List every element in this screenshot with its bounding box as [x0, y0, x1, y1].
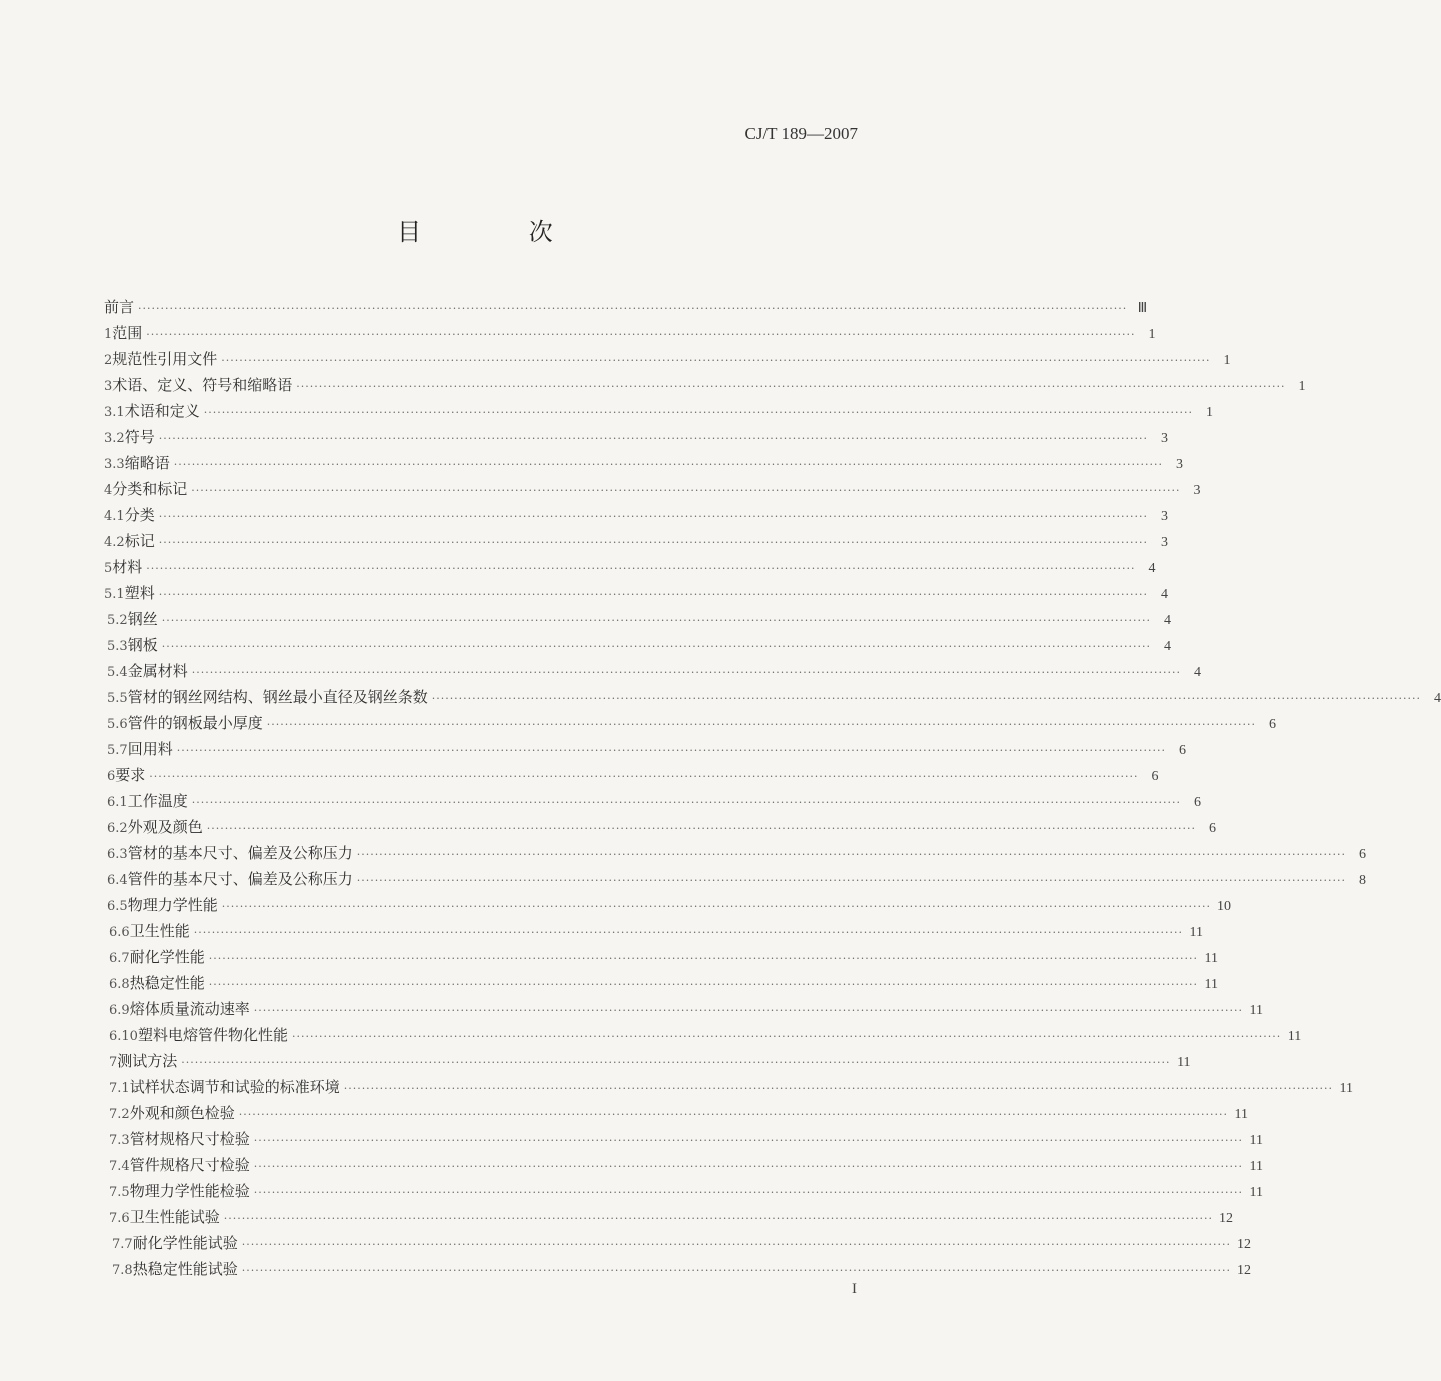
toc-entry-number: 4.1	[104, 509, 125, 524]
toc-entry-page: 3	[1175, 457, 1183, 472]
toc-entry-label: 管材的钢丝网结构、钢丝最小直径及钢丝条数	[127, 688, 428, 706]
toc-entry-number: 6.9	[109, 1003, 130, 1018]
toc-entry-page: 10	[1216, 899, 1231, 914]
dot-leader: ····························································································································································································································	[176, 744, 1166, 757]
toc-entry-label: 物理力学性能	[127, 896, 218, 914]
toc-entry-page: 4	[1163, 639, 1171, 654]
dot-leader: ····························································································································································································································	[208, 952, 1198, 965]
toc-title: 目 次	[397, 218, 603, 246]
toc-entry-number: 6.2	[107, 821, 128, 836]
toc-entry-page: 1	[1148, 327, 1156, 342]
toc-entry-number: 5.5	[107, 691, 128, 706]
toc-entry	[103, 814, 1216, 840]
toc-entry	[103, 554, 1156, 580]
toc-entry-page: 4	[1193, 665, 1201, 680]
dot-leader: ····························································································································································································································	[146, 562, 1136, 575]
toc-entry	[103, 736, 1186, 762]
toc-entry	[103, 1152, 1263, 1178]
dot-leader: ····························································································································································································································	[253, 1004, 1243, 1017]
toc-entry-label: 管材的基本尺寸、偏差及公称压力	[127, 844, 353, 862]
toc-entry	[103, 372, 1306, 398]
toc-entry	[103, 424, 1168, 450]
toc-entry-page: 1	[1298, 379, 1306, 394]
toc-entry-page: 11	[1204, 977, 1218, 992]
toc-entry-page: 8	[1358, 873, 1366, 888]
dot-leader: ····························································································································································································································	[193, 926, 1183, 939]
toc-entry-number: 7.6	[109, 1211, 130, 1226]
toc-entry-label: 测试方法	[117, 1052, 178, 1070]
toc-entry-page: 11	[1204, 951, 1218, 966]
dot-leader: ····························································································································································································································	[181, 1056, 1171, 1069]
toc-entry-label: 前言	[104, 298, 135, 316]
toc-entry-number: 7.7	[112, 1237, 133, 1252]
toc-entry-number: 1	[104, 327, 113, 342]
toc-entry	[103, 1256, 1251, 1282]
toc-entry-number: 7.8	[112, 1263, 133, 1278]
standard-code: CJ/T 189—2007	[744, 124, 858, 143]
toc-entry-page: 12	[1218, 1211, 1233, 1226]
toc-entry-page: 12	[1236, 1237, 1251, 1252]
toc-entry-label: 热稳定性能试验	[132, 1260, 238, 1278]
dot-leader: ····························································································································································································································	[203, 406, 1193, 419]
toc-entry-page: 4	[1148, 561, 1156, 576]
toc-entry-page: 11	[1287, 1029, 1302, 1044]
toc-entry-label: 耐化学性能试验	[132, 1234, 238, 1252]
toc-entry-label: 卫生性能	[129, 922, 190, 940]
toc-entry-number: 7.1	[109, 1081, 130, 1096]
toc-entry-number: 6	[107, 769, 116, 784]
toc-entry-page: 11	[1249, 1159, 1263, 1174]
toc-entry-label: 管件的钢板最小厚度	[127, 714, 263, 732]
toc-entry	[103, 1100, 1248, 1126]
toc-entry-number: 5.6	[107, 717, 128, 732]
toc-entry	[103, 684, 1441, 710]
toc-entry-page: 4	[1160, 587, 1168, 602]
dot-leader: ····························································································································································································································	[221, 900, 1211, 913]
toc-entry-page: 3	[1193, 483, 1201, 498]
toc-entry-label: 术语和定义	[124, 402, 200, 420]
toc-entry-label: 塑料	[124, 584, 155, 602]
toc-entry	[103, 1230, 1251, 1256]
toc-entry-number: 6.6	[109, 925, 130, 940]
dot-leader: ····························································································································································································································	[238, 1108, 1228, 1121]
toc-entry-page: 1	[1223, 353, 1231, 368]
dot-leader: ····························································································································································································································	[296, 380, 1286, 393]
dot-leader: ····························································································································································································································	[161, 640, 1151, 653]
toc-entry	[103, 476, 1201, 502]
toc-entry-number: 6.3	[107, 847, 128, 862]
dot-leader: ····························································································································································································································	[253, 1160, 1243, 1173]
dot-leader: ····························································································································································································································	[221, 354, 1211, 367]
toc-entry-page: 6	[1268, 717, 1276, 732]
toc-entry-label: 分类和标记	[112, 480, 188, 498]
dot-leader: ····························································································································································································································	[431, 692, 1421, 705]
toc-entry-label: 耐化学性能	[129, 948, 205, 966]
toc-entry-page: 6	[1151, 769, 1159, 784]
table-of-contents	[103, 294, 1441, 1282]
toc-entry	[103, 944, 1218, 970]
toc-entry	[103, 502, 1168, 528]
dot-leader: ····························································································································································································································	[146, 328, 1136, 341]
toc-entry-number: 7.5	[109, 1185, 130, 1200]
toc-entry	[103, 918, 1203, 944]
toc-entry-label: 分类	[124, 506, 155, 524]
dot-leader: ····························································································································································································································	[158, 588, 1148, 601]
toc-entry	[103, 970, 1218, 996]
dot-leader: ····························································································································································································································	[158, 536, 1148, 549]
toc-entry-page: 11	[1189, 925, 1203, 940]
dot-leader: ····························································································································································································································	[158, 432, 1148, 445]
toc-entry-number: 6.4	[107, 873, 128, 888]
dot-leader: ····························································································································································································································	[206, 822, 1196, 835]
toc-entry-label: 塑料电熔管件物化性能	[137, 1026, 288, 1044]
toc-entry-label: 术语、定义、符号和缩略语	[112, 376, 293, 394]
toc-entry-label: 符号	[124, 428, 155, 446]
toc-entry-label: 规范性引用文件	[112, 350, 218, 368]
toc-entry	[103, 450, 1183, 476]
toc-entry-number: 7.3	[109, 1133, 130, 1148]
toc-entry-number: 4.2	[104, 535, 125, 550]
toc-entry-page: 11	[1249, 1133, 1263, 1148]
toc-entry-number: 3.2	[104, 431, 125, 446]
toc-entry	[103, 1178, 1263, 1204]
toc-entry-number: 3.1	[104, 405, 125, 420]
toc-entry-label: 范围	[112, 324, 143, 342]
toc-entry	[103, 866, 1366, 892]
toc-entry	[103, 606, 1171, 632]
toc-entry	[103, 346, 1231, 372]
toc-entry-number: 5.1	[104, 587, 125, 602]
toc-entry-page: 6	[1208, 821, 1216, 836]
toc-entry-label: 物理力学性能检验	[129, 1182, 250, 1200]
page-number: I	[852, 1281, 857, 1297]
toc-entry-number: 5.7	[107, 743, 128, 758]
toc-entry-page: 1	[1205, 405, 1213, 420]
toc-entry	[103, 320, 1156, 346]
toc-entry	[103, 294, 1148, 320]
toc-entry-number: 6.7	[109, 951, 130, 966]
toc-entry	[103, 398, 1213, 424]
dot-leader: ····························································································································································································································	[343, 1082, 1333, 1095]
toc-entry	[103, 788, 1201, 814]
toc-entry-page: 12	[1236, 1263, 1251, 1278]
toc-entry-label: 熔体质量流动速率	[129, 1000, 250, 1018]
toc-entry-page: 11	[1177, 1055, 1191, 1070]
toc-entry	[103, 710, 1276, 736]
toc-entry-page: 11	[1234, 1107, 1248, 1122]
toc-entry-number: 5.4	[107, 665, 128, 680]
toc-entry	[103, 580, 1168, 606]
toc-entry-label: 工作温度	[127, 792, 188, 810]
toc-entry	[103, 528, 1168, 554]
toc-entry-number: 3.3	[104, 457, 125, 472]
toc-entry	[103, 1204, 1233, 1230]
dot-leader: ····························································································································································································································	[208, 978, 1198, 991]
dot-leader: ····························································································································································································································	[158, 510, 1148, 523]
toc-entry-page: 3	[1160, 431, 1168, 446]
toc-entry	[103, 840, 1366, 866]
toc-entry-number: 7	[109, 1055, 118, 1070]
toc-entry-label: 标记	[124, 532, 155, 550]
toc-entry-label: 外观和颜色检验	[129, 1104, 235, 1122]
toc-entry-label: 管件规格尺寸检验	[129, 1156, 250, 1174]
toc-entry-number: 5	[104, 561, 113, 576]
toc-entry-label: 材料	[112, 558, 143, 576]
dot-leader: ····························································································································································································································	[253, 1134, 1243, 1147]
toc-entry-label: 热稳定性能	[129, 974, 205, 992]
toc-entry-page: Ⅲ	[1137, 301, 1148, 316]
dot-leader: ····························································································································································································································	[191, 484, 1181, 497]
dot-leader: ····························································································································································································································	[191, 796, 1181, 809]
toc-entry-page: 3	[1160, 535, 1168, 550]
toc-entry-page: 6	[1358, 847, 1366, 862]
toc-entry-number: 7.4	[109, 1159, 130, 1174]
toc-entry	[103, 632, 1171, 658]
toc-entry-label: 缩略语	[124, 454, 170, 472]
dot-leader: ····························································································································································································································	[291, 1030, 1282, 1043]
toc-entry-label: 回用料	[127, 740, 173, 758]
toc-entry-label: 外观及颜色	[127, 818, 203, 836]
toc-entry-number: 6.5	[107, 899, 128, 914]
toc-entry-page: 4	[1433, 691, 1441, 706]
toc-entry-number: 4	[104, 483, 113, 498]
dot-leader: ····························································································································································································································	[149, 770, 1139, 783]
toc-entry-page: 11	[1339, 1081, 1353, 1096]
toc-entry-page: 11	[1249, 1003, 1263, 1018]
dot-leader: ····························································································································································································································	[253, 1186, 1243, 1199]
toc-entry-number: 6.10	[109, 1029, 138, 1044]
toc-entry	[103, 658, 1201, 684]
toc-entry-label: 要求	[115, 766, 146, 784]
toc-entry-label: 钢板	[127, 636, 158, 654]
dot-leader: ····························································································································································································································	[223, 1212, 1213, 1225]
toc-entry	[103, 892, 1231, 918]
toc-entry-number: 3	[104, 379, 113, 394]
dot-leader: ····························································································································································································································	[161, 614, 1151, 627]
toc-entry-page: 4	[1163, 613, 1171, 628]
toc-entry-label: 金属材料	[127, 662, 188, 680]
toc-entry	[103, 1074, 1353, 1100]
toc-entry-page: 6	[1193, 795, 1201, 810]
dot-leader: ····························································································································································································································	[191, 666, 1181, 679]
toc-entry-number: 7.2	[109, 1107, 130, 1122]
dot-leader: ····························································································································································································································	[356, 874, 1346, 887]
dot-leader: ····························································································································································································································	[138, 302, 1128, 315]
dot-leader: ····························································································································································································································	[266, 718, 1256, 731]
toc-entry	[103, 1048, 1191, 1074]
toc-entry-number: 6.8	[109, 977, 130, 992]
toc-entry-label: 卫生性能试验	[129, 1208, 220, 1226]
toc-entry-label: 钢丝	[127, 610, 158, 628]
dot-leader: ····························································································································································································································	[173, 458, 1163, 471]
toc-entry-number: 5.3	[107, 639, 128, 654]
toc-entry	[103, 1022, 1302, 1048]
toc-entry	[103, 1126, 1263, 1152]
toc-entry-label: 管件的基本尺寸、偏差及公称压力	[127, 870, 353, 888]
toc-entry-label: 试样状态调节和试验的标准环境	[129, 1078, 340, 1096]
toc-entry-page: 3	[1160, 509, 1168, 524]
toc-entry-page: 6	[1178, 743, 1186, 758]
dot-leader: ····························································································································································································································	[241, 1238, 1231, 1251]
toc-entry	[103, 996, 1263, 1022]
toc-entry-number: 5.2	[107, 613, 128, 628]
toc-entry-label: 管材规格尺寸检验	[129, 1130, 250, 1148]
toc-entry-number: 6.1	[107, 795, 128, 810]
toc-entry-page: 11	[1249, 1185, 1263, 1200]
toc-entry-number: 2	[104, 353, 113, 368]
dot-leader: ····························································································································································································································	[241, 1264, 1231, 1277]
dot-leader: ····························································································································································································································	[356, 848, 1346, 861]
toc-entry	[103, 762, 1159, 788]
